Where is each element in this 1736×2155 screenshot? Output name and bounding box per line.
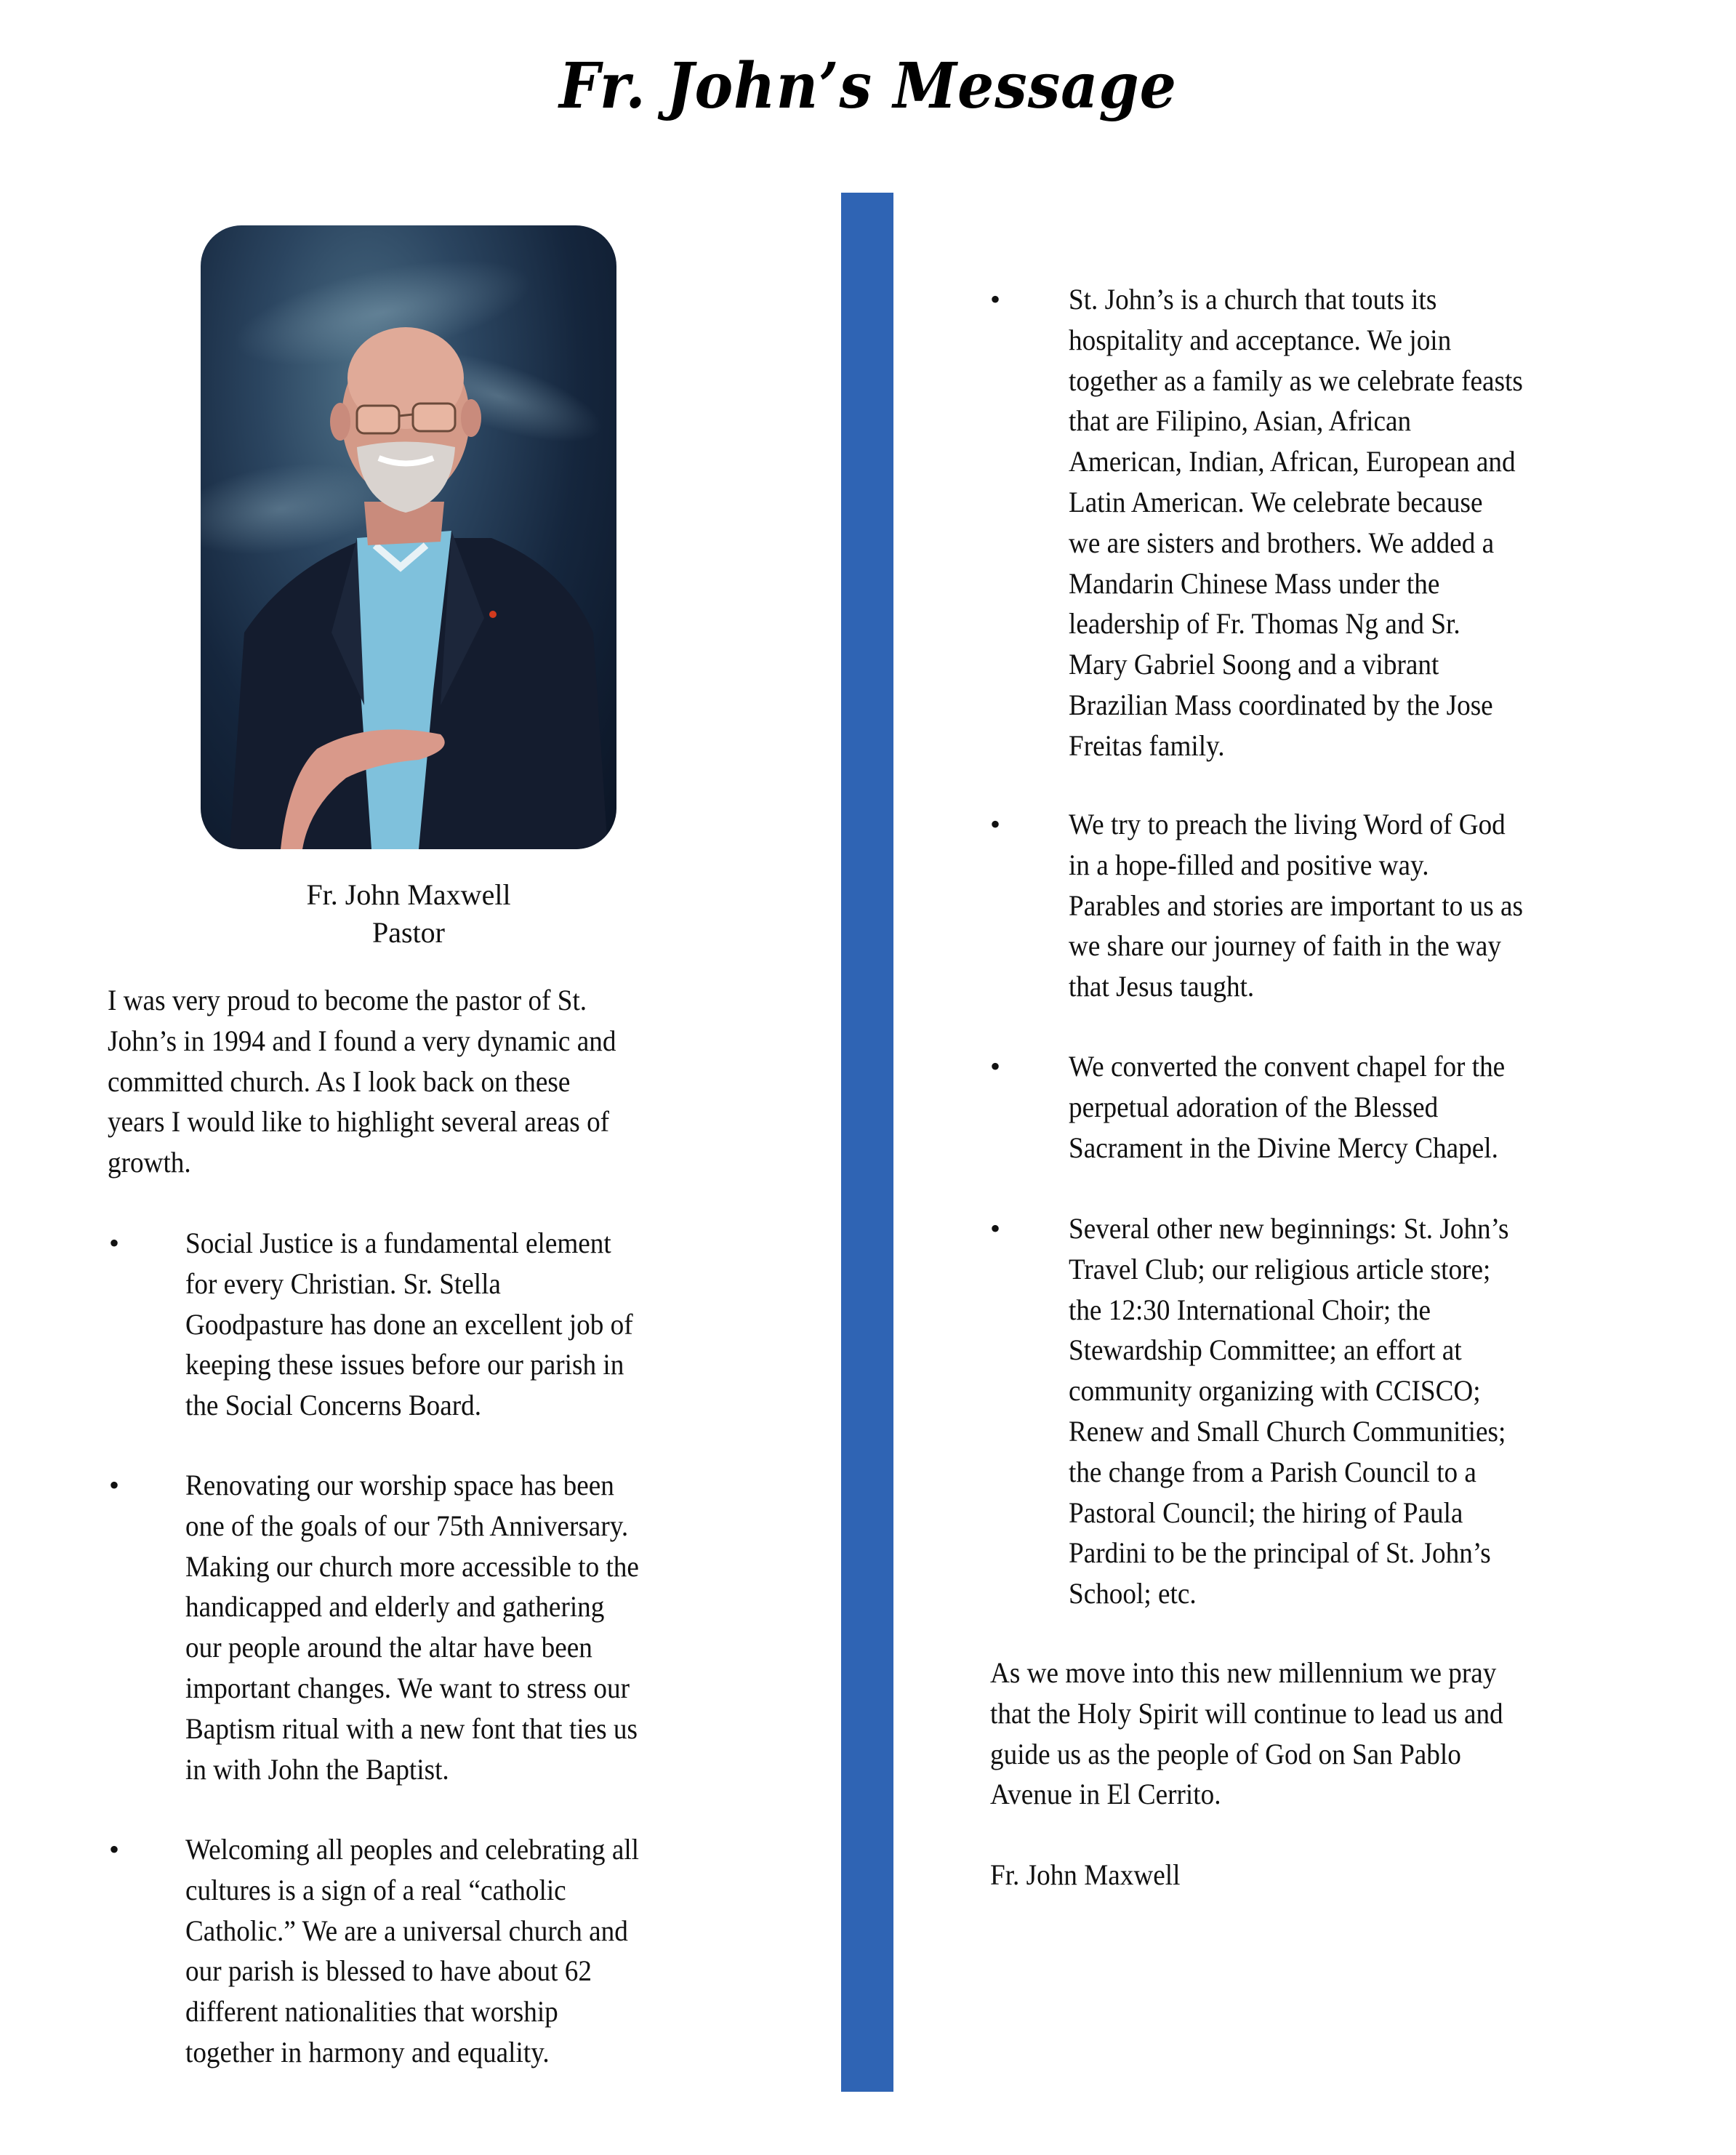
text-line: Several other new beginnings: St. John’s (1069, 1212, 1509, 1245)
bullet-icon: • (109, 1227, 120, 1259)
signature-text: Fr. John Maxwell (990, 1858, 1181, 1891)
text-line: that the Holy Spirit will continue to lead us and (990, 1696, 1503, 1730)
text-line: leadership of Fr. Thomas Ng and Sr. (1069, 607, 1460, 641)
text-line: hospitality and acceptance. We join (1069, 323, 1452, 356)
text-line: one of the goals of our 75th Anniversary. (185, 1509, 629, 1542)
page-title: Fr. John’s Message (559, 49, 1177, 123)
text-line: that are Filipino, Asian, African (1069, 404, 1412, 438)
text-line: We converted the convent chapel for the (1069, 1050, 1506, 1083)
bullet-icon: • (109, 1469, 120, 1501)
text-line: in with John the Baptist. (185, 1752, 449, 1786)
text-line: different nationalities that worship (185, 1995, 558, 2028)
text-line: Renovating our worship space has been (185, 1469, 614, 1501)
text-line: As we move into this new millennium we pray (990, 1656, 1497, 1689)
portrait-illustration (201, 225, 616, 849)
text-line: guide us as the people of God on San Pablo (990, 1737, 1461, 1770)
closing-paragraph (990, 1653, 1542, 1815)
text-line: American, Indian, African, European and (1069, 445, 1516, 478)
text-line: Freitas family. (1069, 729, 1225, 762)
text-line: growth. (108, 1146, 191, 1179)
bullet-item (1069, 804, 1557, 1007)
signature (990, 1855, 1194, 1895)
caption-name: Fr. John Maxwell (306, 878, 511, 911)
text-line: Avenue in El Cerrito. (990, 1778, 1221, 1811)
text-line: Baptism ritual with a new font that ties us (185, 1711, 638, 1745)
bullet-item (185, 1465, 673, 1789)
caption-role: Pastor (372, 916, 445, 949)
text-line: the 12:30 International Choir; the (1069, 1293, 1431, 1326)
pastor-photo (201, 225, 616, 849)
bullet-item (1069, 279, 1557, 766)
text-line: together in harmony and equality. (185, 2035, 550, 2068)
text-line: We try to preach the living Word of God (1069, 808, 1506, 840)
text-line: Brazilian Mass coordinated by the Jose (1069, 688, 1493, 721)
bullet-item (185, 1829, 673, 2073)
bullet-icon: • (990, 283, 1001, 316)
text-line: Catholic.” We are a universal church and (185, 1914, 628, 1947)
text-line: handicapped and elderly and gathering (185, 1590, 605, 1624)
text-line: Mandarin Chinese Mass under the (1069, 566, 1440, 600)
text-line: years I would like to highlight several areas of (108, 1105, 610, 1139)
text-line: Parables and stories are important to us as (1069, 888, 1524, 922)
text-line: Latin American. We celebrate because (1069, 485, 1483, 518)
bullet-icon: • (990, 1212, 1001, 1245)
bullet-item (1069, 1208, 1542, 1614)
text-line: Welcoming all peoples and celebrating all (185, 1833, 640, 1866)
text-line: cultures is a sign of a real “catholic (185, 1873, 566, 1906)
text-line: Stewardship Committee; an effort at (1069, 1333, 1462, 1367)
text-line: Sacrament in the Divine Mercy Chapel. (1069, 1131, 1498, 1164)
text-line: important changes. We want to stress our (185, 1671, 630, 1704)
text-line: Mary Gabriel Soong and a vibrant (1069, 648, 1439, 681)
text-line: our parish is blessed to have about 62 (185, 1954, 592, 1988)
intro-paragraph (108, 980, 654, 1183)
text-line: for every Christian. Sr. Stella (185, 1267, 501, 1300)
text-line: the change from a Parish Council to a (1069, 1455, 1476, 1488)
text-line: School; etc. (1069, 1577, 1197, 1610)
text-line: John’s in 1994 and I found a very dynamic and (108, 1024, 616, 1057)
text-line: Pardini to be the principal of St. John’s (1069, 1536, 1491, 1570)
text-line: in a hope-filled and positive way. (1069, 848, 1429, 881)
text-line: together as a family as we celebrate feasts (1069, 364, 1523, 397)
text-line: Making our church more accessible to the (185, 1549, 639, 1583)
text-line: the Social Concerns Board. (185, 1389, 482, 1422)
text-line: Renew and Small Church Communities; (1069, 1414, 1506, 1448)
column-divider (841, 193, 893, 2092)
text-line: our people around the altar have been (185, 1631, 592, 1664)
bullet-icon: • (990, 1050, 1001, 1083)
text-line: committed church. As I look back on these (108, 1064, 571, 1098)
text-line: we are sisters and brothers. We added a (1069, 526, 1495, 559)
text-line: perpetual adoration of the Blessed (1069, 1090, 1439, 1123)
bullet-item (185, 1223, 667, 1426)
text-line: community organizing with CCISCO; (1069, 1374, 1481, 1408)
bullet-item (1069, 1046, 1538, 1168)
text-line: I was very proud to become the pastor of St. (108, 984, 587, 1016)
text-line: keeping these issues before our parish in (185, 1348, 624, 1381)
text-line: St. John’s is a church that touts its (1069, 283, 1437, 316)
text-line: we share our journey of faith in the way (1069, 929, 1502, 963)
text-line: Goodpasture has done an excellent job of (185, 1307, 633, 1341)
text-line: that Jesus taught. (1069, 970, 1255, 1003)
text-line: Pastoral Council; the hiring of Paula (1069, 1496, 1463, 1529)
bullet-icon: • (109, 1833, 120, 1866)
bullet-icon: • (990, 808, 1001, 840)
photo-caption (201, 876, 616, 952)
text-line: Travel Club; our religious article store; (1069, 1252, 1491, 1285)
text-line: Social Justice is a fundamental element (185, 1227, 611, 1259)
